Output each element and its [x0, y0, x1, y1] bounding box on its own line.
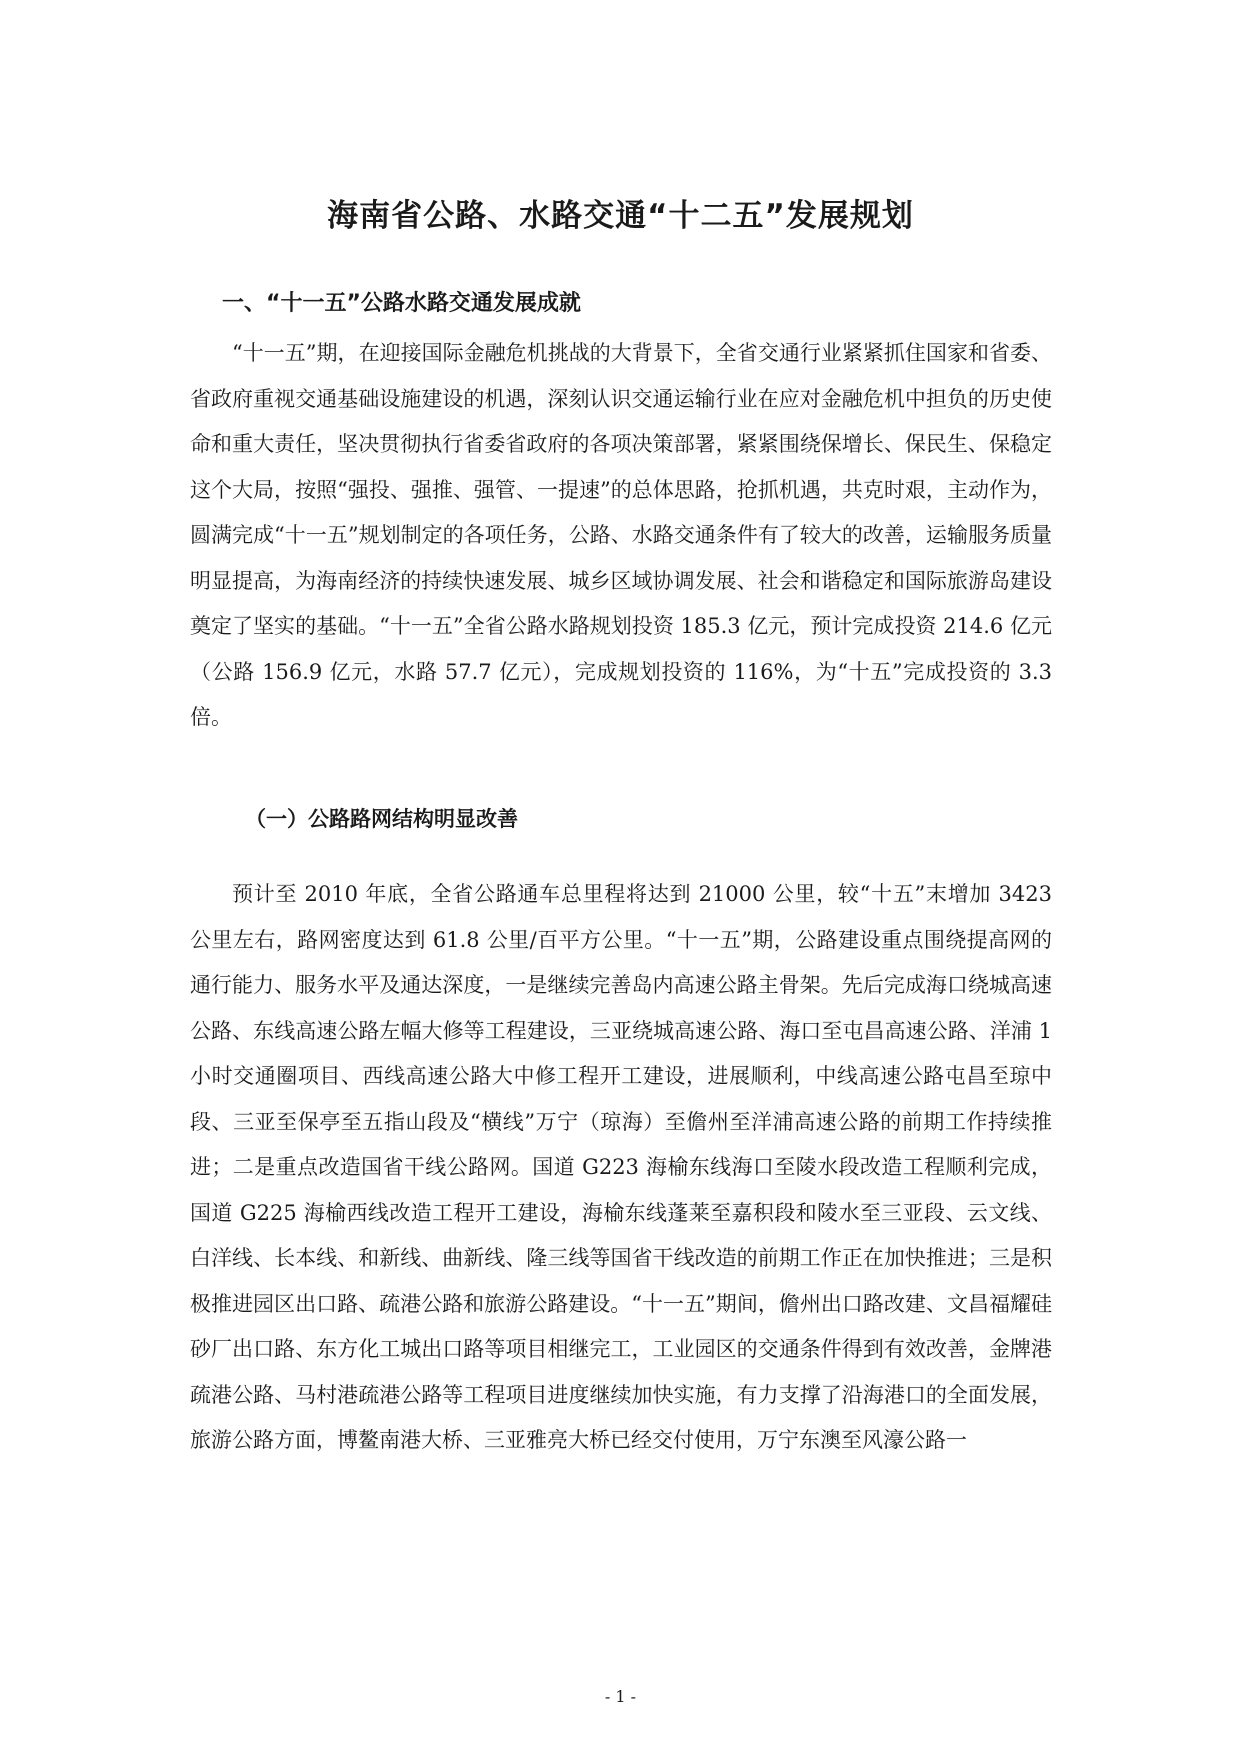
section-heading: 一、“十一五”公路水路交通发展成就 — [222, 291, 581, 316]
subsection-heading: （一）公路路网结构明显改善 — [245, 806, 518, 831]
section-intro-paragraph: “十一五”期，在迎接国际金融危机挑战的大背景下，全省交通行业紧紧抓住国家和省委、省政府重视交通基础设施建设的机遇，深刻认识交通运输行业在应对金融危机中担负的历史使命和重大责任，坚决贯彻执行省委省政府的各项决策部署，紧紧围绕保增长、保民生、保稳定这个大局，按照“强投、强推、强管、一提速”的总体思路，抢抓机遇，共克时艰，主动作为，圆满完成“十一五”规划制定的各项任务，公路、水路交通条件有了较大的改善，运输服务质量明显提高，为海南经济的持续快速发展、城乡区域协调发展、社会和谐稳定和国际旅游岛建设奠定了坚实的基础。“十一五”全省公路水路规划投资 185.3 亿元，预计完成投资 214.6 亿元（公路 156.9 亿元，水路 57.7 亿元），完成规划投资的 116%，为“十五”完成投资的 3.3 倍。 — [190, 341, 1052, 729]
page-number: - 1 - — [604, 1687, 637, 1706]
document-title: 海南省公路、水路交通“十二五”发展规划 — [327, 198, 914, 234]
subsection-body-paragraph: 预计至 2010 年底，全省公路通车总里程将达到 21000 公里，较“十五”末增加 3423 公里左右，路网密度达到 61.8 公里/百平方公里。“十一五”期，公路建设重点围绕提高网的通行能力、服务水平及通达深度，一是继续完善岛内高速公路主骨架。先后完成海口绕城高速公路、东线高速公路左幅大修等工程建设，三亚绕城高速公路、海口至屯昌高速公路、洋浦 1 小时交通圈项目、西线高速公路大中修工程开工建设，进展顺利，中线高速公路屯昌至琼中段、三亚至保亭至五指山段及“横线”万宁（琼海）至儋州至洋浦高速公路的前期工作持续推进；二是重点改造国省干线公路网。国道 G223 海榆东线海口至陵水段改造工程顺利完成，国道 G225 海榆西线改造工程开工建设，海榆东线蓬莱至嘉积段和陵水至三亚段、云文线、白洋线、长本线、和新线、曲新线、隆三线等国省干线改造的前期工作正在加快推进；三是积极推进园区出口路、疏港公路和旅游公路建设。“十一五”期间，儋州出口路改建、文昌福耀硅砂厂出口路、东方化工城出口路等项目相继完工，工业园区的交通条件得到有效改善，金牌港疏港公路、马村港疏港公路等工程项目进度继续加快实施，有力支撑了沿海港口的全面发展，旅游公路方面，博鳌南港大桥、三亚雅亮大桥已经交付使用，万宁东澳至风濠公路一 — [190, 882, 1052, 1452]
